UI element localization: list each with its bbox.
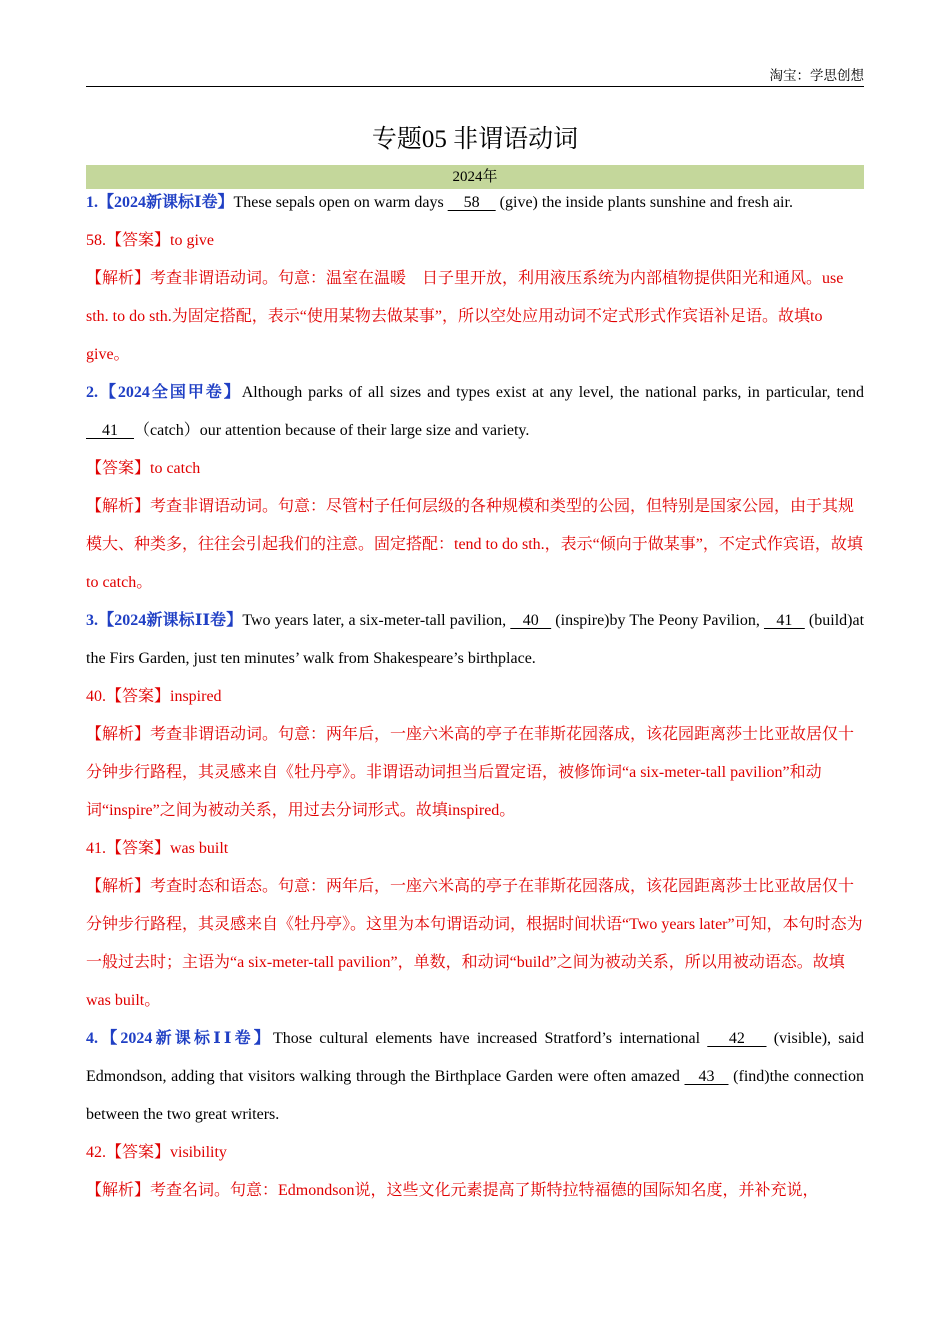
header-rule [86,86,864,87]
answer-paragraph: 41.【答案】was built [86,840,229,857]
question-text: Those cultural elements have increased Stratford’s international [273,1030,708,1047]
question-text: (build)at the Firs Garden, just ten minutes’ walk from Shakespeare’s birthplace. [86,612,865,667]
content [86,184,864,1210]
answer-paragraph: 【解析】考查名词。句意：Edmondson说，这些文化元素提高了斯特拉特福德的国际知名度，并补充说， [86,1182,819,1199]
question-paragraph [86,184,864,222]
question-source: 【2024新课标Ⅰ卷】 [98,194,234,211]
answer-blank: 41 [86,422,134,439]
question-text: (visible), said Edmondson, adding that visitors walking through the Birthplace Garden were often amazed [86,1030,864,1085]
question-number: 1. [86,194,98,211]
answer-blank: 58 [447,194,496,211]
answer-paragraph: 【答案】to catch [86,460,201,477]
question-paragraph [86,374,864,450]
answer-blank: 41 [763,612,805,629]
question-paragraph [86,602,864,678]
question-text: (find)the connection between the two great writers. [86,1068,865,1123]
answer-blank: 40 [510,612,552,629]
question-text: （catch）our attention because of their large size and variety. [134,422,530,439]
answer-paragraph: 【解析】考查非谓语动词。句意：两年后，一座六米高的亭子在菲斯花园落成，该花园距离莎士比亚故居仅十分钟步行路程，其灵感来自《牡丹亭》。非谓语动词担当后置定语，被修饰词“a six-meter-tall pavilion”和动词“inspire”之间为被动关系，用过去分词形式。故填inspired。 [86,726,855,819]
question-number: 4. [86,1030,98,1047]
answer-paragraph: 【解析】考查非谓语动词。句意：尽管村子任何层级的各种规模和类型的公园，但特别是国家公园，由于其规模大、种类多，往往会引起我们的注意。固定搭配：tend to do sth.，表示“倾向于做某事”，不定式作宾语，故填to catch。 [86,498,863,591]
header-tag: 淘宝：学思创想 [769,68,864,83]
answer-paragraph: 【解析】考查非谓语动词。句意：温室在温暖 日子里开放，利用液压系统为内部植物提供阳光和通风。use sth. to do sth.为固定搭配，表示“使用某物去做某事”，所以空处应用动词不定式形式作宾语补足语。故填to give。 [86,270,844,363]
answer-paragraph: 58.【答案】to give [86,232,214,249]
question-source: 【2024新课标ⅠⅠ卷】 [98,612,243,629]
question-text: (give) the inside plants sunshine and fresh air. [495,194,793,211]
question-text: (inspire)by The Peony Pavilion, [551,612,764,629]
answer-paragraph: 42.【答案】visibility [86,1144,227,1161]
question-text: Two years later, a six-meter-tall pavilion, [242,612,511,629]
question-number: 2. [86,384,98,401]
answer-blank: 43 [684,1068,729,1085]
question-source: 【2024新课标ⅠⅠ卷】 [98,1030,273,1047]
year-banner: 2024年 [86,165,864,189]
page-title: 专题05 非谓语动词 [371,126,579,153]
question-source: 【2024全国甲卷】 [98,384,242,401]
answer-paragraph: 【解析】考查时态和语态。句意：两年后，一座六米高的亭子在菲斯花园落成，该花园距离莎士比亚故居仅十分钟步行路程，其灵感来自《牡丹亭》。这里为本句谓语动词，根据时间状语“Two years later”可知，本句时态为一般过去时；主语为“a six-meter-tall pavilion”，单数，和动词“build”之间为被动关系，所以用被动语态。故填was built。 [86,878,863,1009]
answer-paragraph: 40.【答案】inspired [86,688,222,705]
question-text: These sepals open on warm days [233,194,448,211]
question-text: Although parks of all sizes and types exist at any level, the national parks, in particular, tend [241,384,864,401]
answer-blank: 42 [707,1030,767,1047]
question-number: 3. [86,612,98,629]
question-paragraph [86,1020,864,1134]
